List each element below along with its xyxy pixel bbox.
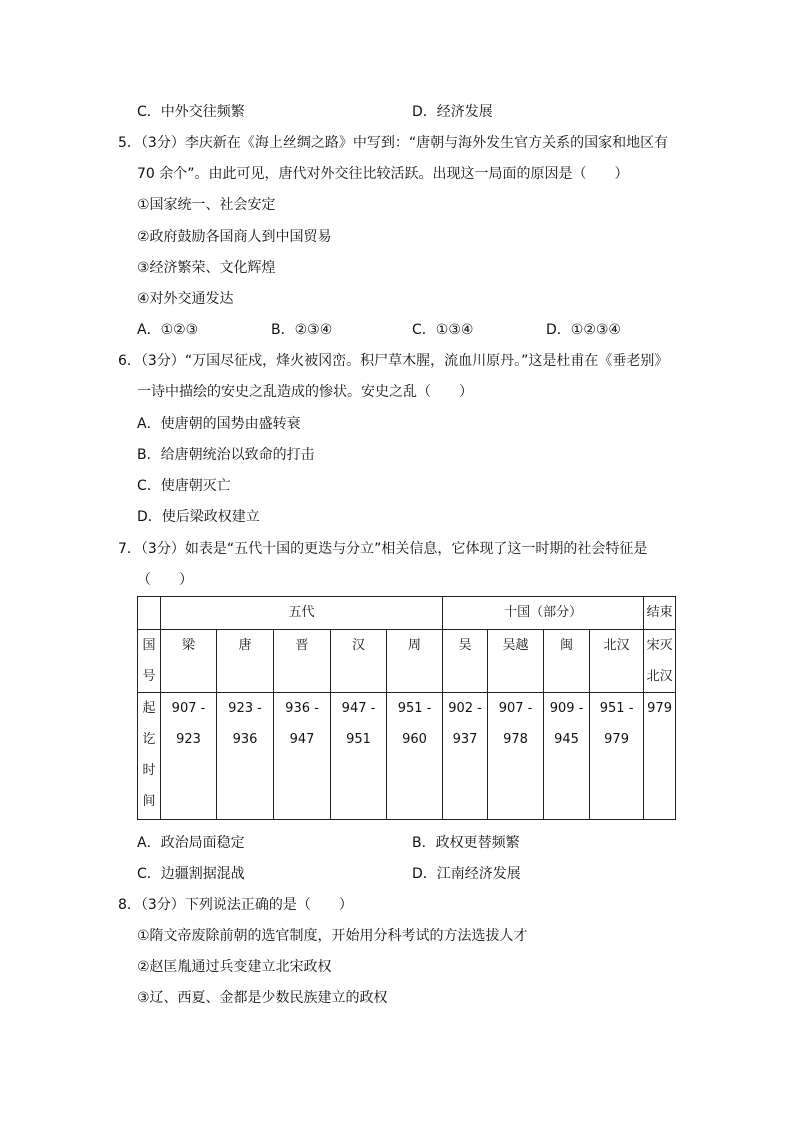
dynasty-table bbox=[137, 596, 676, 820]
table-corner-cell bbox=[138, 597, 161, 630]
q6-option-d: D．使后梁政权建立 bbox=[137, 509, 260, 525]
q5-item-1: ①国家统一、社会安定 bbox=[137, 197, 276, 213]
q7-option-c: C．边疆割据混战 bbox=[137, 866, 245, 882]
q7-stem-line2: （ ） bbox=[137, 572, 193, 588]
q7-option-a: A．政治局面稳定 bbox=[137, 835, 245, 851]
q5-option-d: D．①②③④ bbox=[546, 322, 621, 338]
q5-option-c: C．①③④ bbox=[412, 322, 474, 338]
table-header-end: 结束 bbox=[644, 597, 676, 630]
table-period-cell: 947 - 951 bbox=[331, 693, 387, 820]
q5-stem-line1: 5．（3分）李庆新在《海上丝绸之路》中写到：“唐朝与海外发生官方关系的国家和地区有 bbox=[118, 135, 669, 151]
table-end-state-cell: 宋灭 北汉 bbox=[644, 630, 676, 693]
table-state-cell: 梁 bbox=[161, 630, 217, 693]
q5-item-2: ②政府鼓励各国商人到中国贸易 bbox=[137, 229, 332, 245]
q6-stem-line1: 6．（3分）“万国尽征戍，烽火被冈峦。积尸草木腥，流血川原丹。”这是杜甫在《垂老别》 bbox=[118, 353, 669, 369]
table-state-cell: 吴 bbox=[443, 630, 488, 693]
q8-item-3: ③辽、西夏、金都是少数民族建立的政权 bbox=[137, 990, 388, 1006]
table-period-cell: 951 - 960 bbox=[387, 693, 443, 820]
q7-option-b: B．政权更替频繁 bbox=[412, 835, 520, 851]
q7-options-row-1 bbox=[137, 833, 677, 853]
q8-stem: 8．（3分）下列说法正确的是（ ） bbox=[118, 897, 353, 913]
table-period-cell: 902 - 937 bbox=[443, 693, 488, 820]
q5-item-4: ④对外交通发达 bbox=[137, 291, 234, 307]
table-row-label-time: 起 讫 时 间 bbox=[138, 693, 161, 820]
table-state-cell: 汉 bbox=[331, 630, 387, 693]
q8-item-2: ②赵匡胤通过兵变建立北宋政权 bbox=[137, 959, 332, 975]
q4-options-row bbox=[137, 102, 677, 122]
table-end-year-cell: 979 bbox=[644, 693, 676, 820]
q8-item-1: ①隋文帝废除前朝的选官制度，开始用分科考试的方法选拔人才 bbox=[137, 928, 528, 944]
table-period-cell: 907 - 923 bbox=[161, 693, 217, 820]
q5-item-3: ③经济繁荣、文化辉煌 bbox=[137, 260, 276, 276]
table-state-cell: 闽 bbox=[544, 630, 590, 693]
table-header-shiguo: 十国（部分） bbox=[443, 597, 644, 630]
q5-options-row bbox=[137, 320, 677, 340]
q6-option-c: C．使唐朝灭亡 bbox=[137, 478, 231, 494]
table-period-cell: 909 - 945 bbox=[544, 693, 590, 820]
q5-stem-line2: 70 余个”。由此可见，唐代对外交往比较活跃。出现这一局面的原因是（ ） bbox=[137, 166, 629, 182]
table-state-cell: 唐 bbox=[217, 630, 274, 693]
q7-option-d: D．江南经济发展 bbox=[412, 866, 521, 882]
q5-option-a: A．①②③ bbox=[137, 322, 199, 338]
table-period-cell: 923 - 936 bbox=[217, 693, 274, 820]
table-period-cell: 936 - 947 bbox=[274, 693, 331, 820]
table-state-cell: 北汉 bbox=[590, 630, 644, 693]
q7-options-row-2 bbox=[137, 864, 677, 884]
q7-stem-line1: 7．（3分）如表是“五代十国的更迭与分立”相关信息，它体现了这一时期的社会特征是 bbox=[118, 541, 648, 557]
table-header-wudai: 五代 bbox=[161, 597, 443, 630]
q5-option-b: B．②③④ bbox=[271, 322, 333, 338]
table-state-cell: 吴越 bbox=[488, 630, 544, 693]
table-state-cell: 晋 bbox=[274, 630, 331, 693]
q6-option-a: A．使唐朝的国势由盛转衰 bbox=[137, 416, 301, 432]
q4-option-d: D．经济发展 bbox=[412, 104, 493, 120]
table-state-cell: 周 bbox=[387, 630, 443, 693]
table-row-label-guohao: 国 号 bbox=[138, 630, 161, 693]
q6-stem-line2: 一诗中描绘的安史之乱造成的惨状。安史之乱（ ） bbox=[137, 384, 473, 400]
table-period-cell: 951 - 979 bbox=[590, 693, 644, 820]
q6-option-b: B．给唐朝统治以致命的打击 bbox=[137, 447, 315, 463]
table-period-cell: 907 - 978 bbox=[488, 693, 544, 820]
q4-option-c: C．中外交往频繁 bbox=[137, 104, 245, 120]
